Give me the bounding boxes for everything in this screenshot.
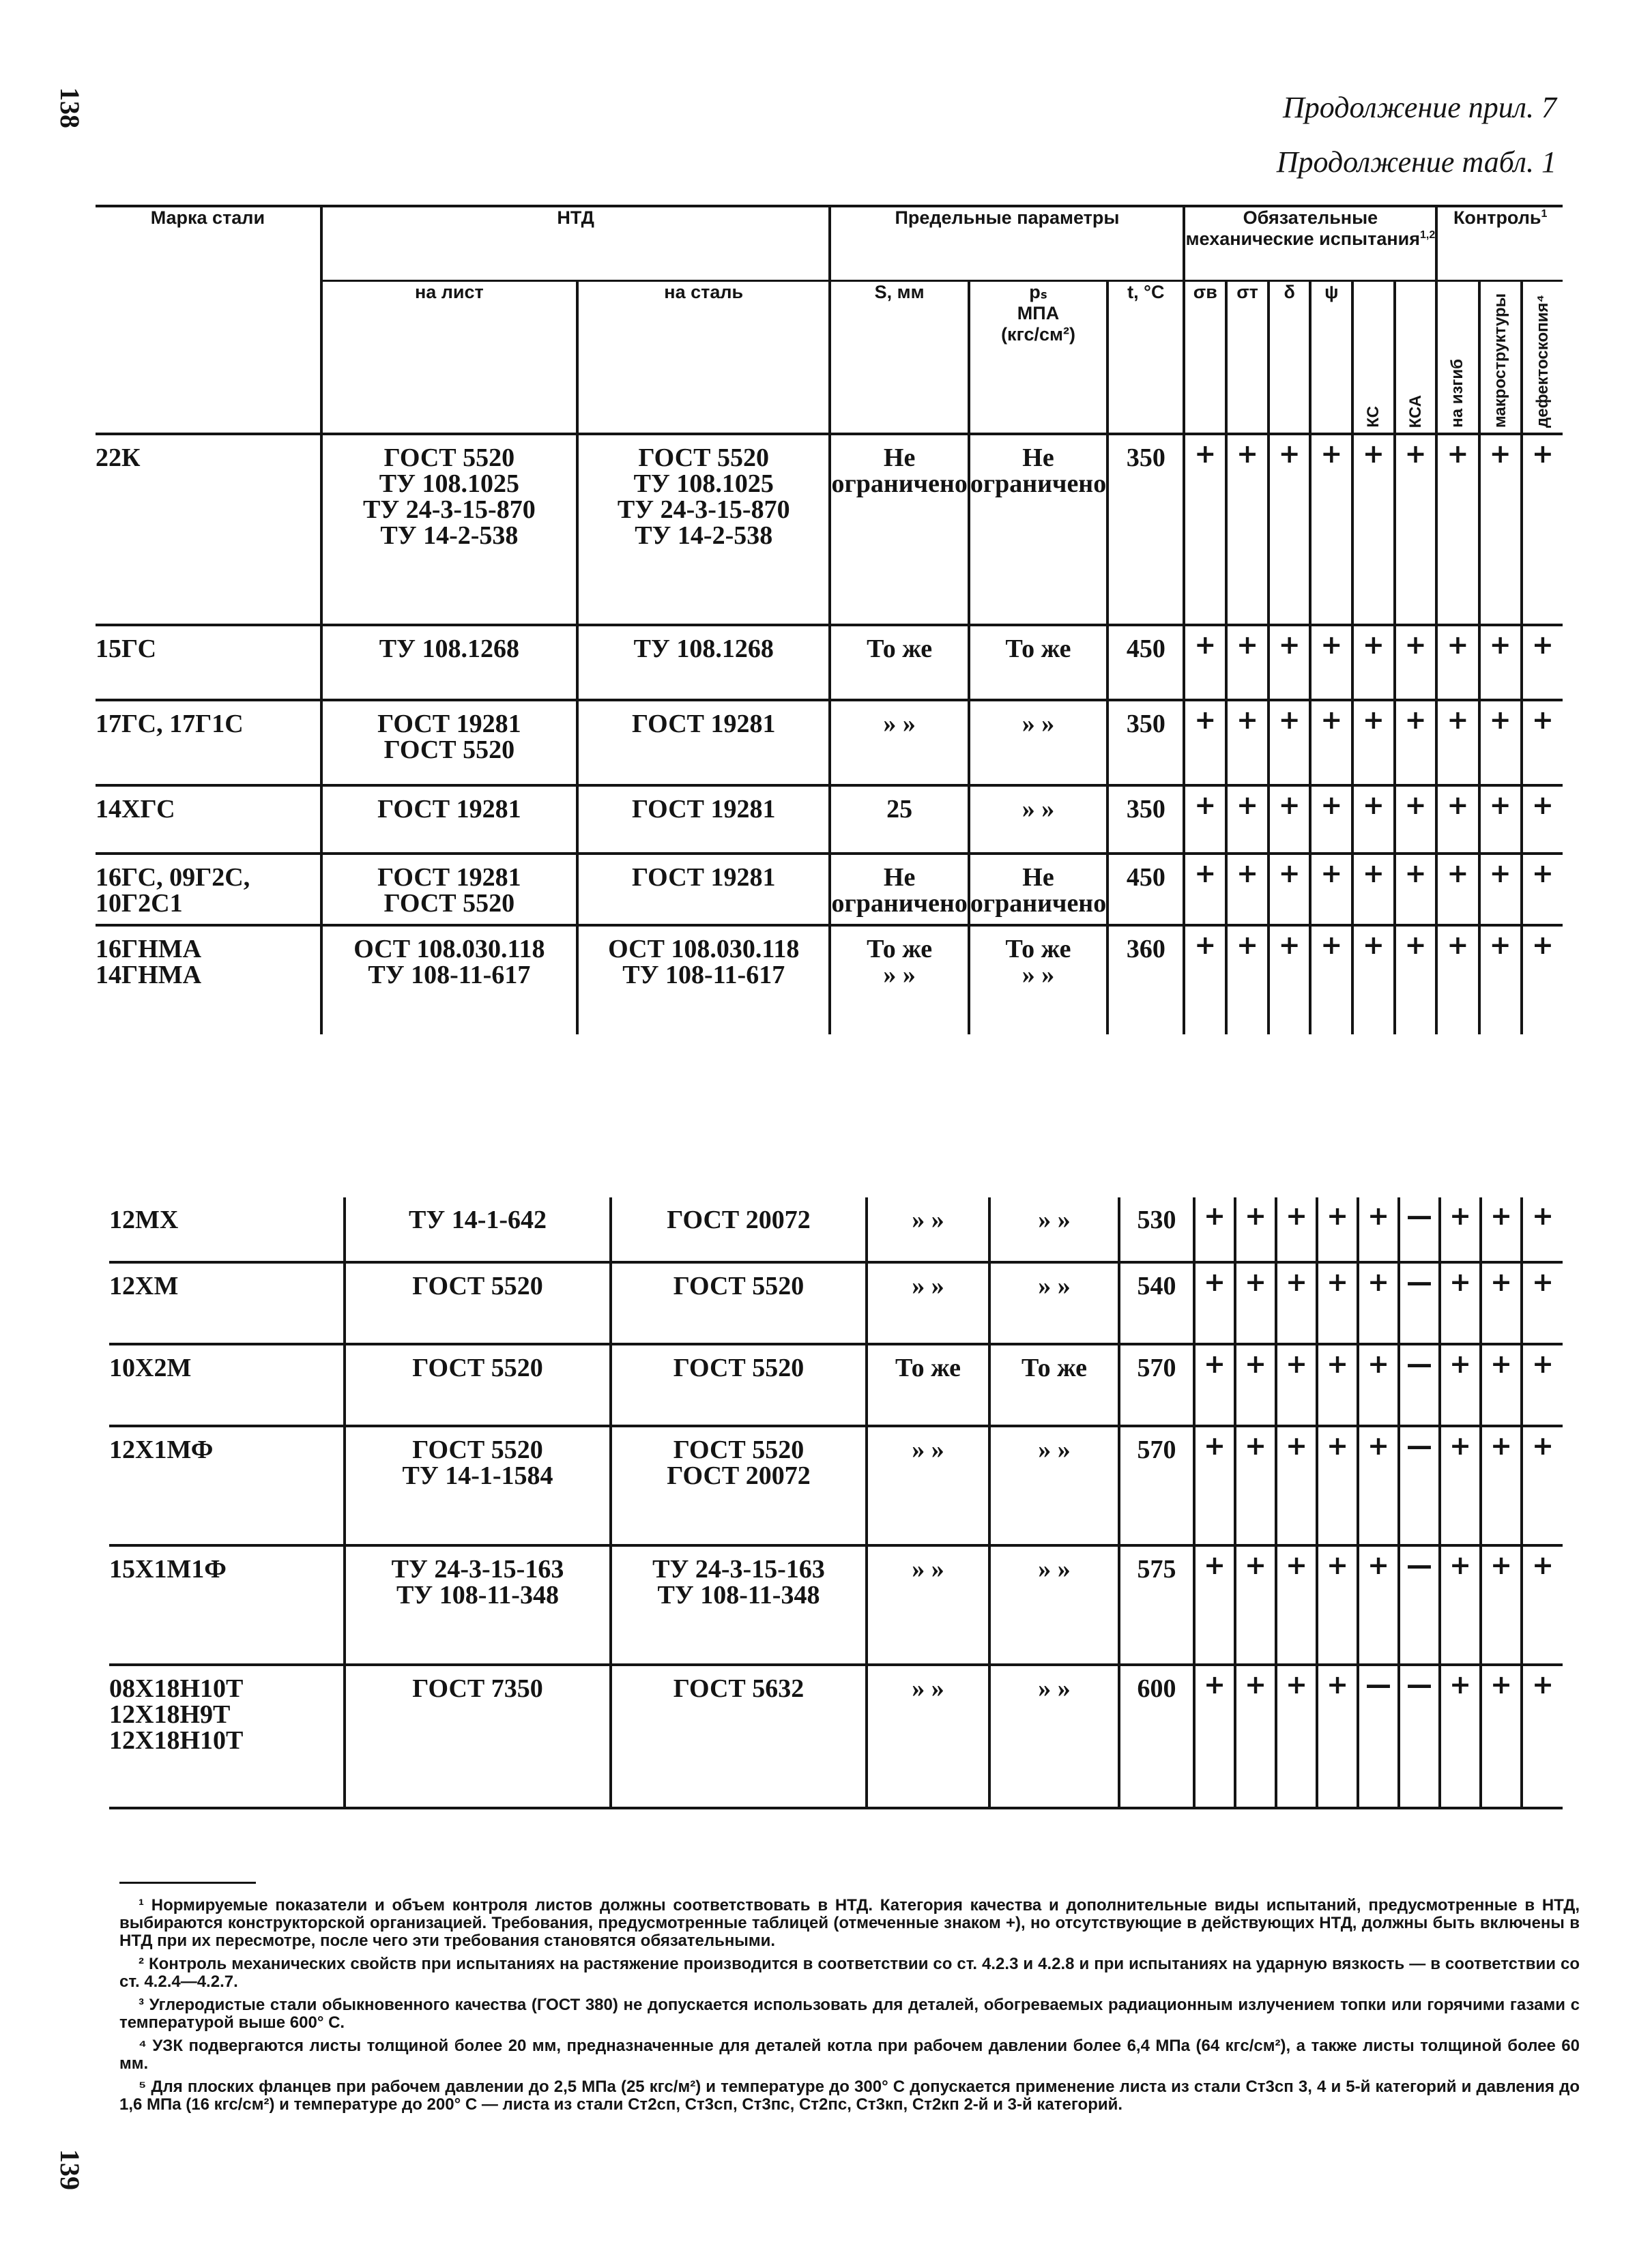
col-p-mid: МПА [1017, 302, 1060, 323]
mark-cell: + [1269, 785, 1311, 854]
p-cell: Не ограничено [969, 434, 1107, 625]
s-cell: » » [867, 1545, 989, 1665]
mark-cell: + [1184, 700, 1226, 785]
s-cell: Не ограничено [830, 434, 968, 625]
mech-header-sup: 1,2 [1420, 229, 1436, 241]
mark-cell: + [1436, 625, 1479, 700]
mark-cell: — [1399, 1262, 1440, 1344]
ntd-sheet-cell: ГОСТ 19281 ГОСТ 5520 [321, 854, 577, 925]
grade-cell: 14ХГС [96, 795, 175, 824]
p-cell: » » [989, 1262, 1119, 1344]
grade-cell: 22К [96, 443, 141, 472]
mark-cell: + [1226, 434, 1269, 625]
mark-cell: + [1522, 1262, 1563, 1344]
grade-cell: 17ГС, 17Г1С [96, 710, 244, 738]
mark-cell: + [1269, 434, 1311, 625]
t-cell: 350 [1107, 434, 1184, 625]
mark-cell: + [1194, 1665, 1235, 1808]
col-ntd-steel: на сталь [577, 280, 830, 434]
mark-cell: + [1395, 854, 1437, 925]
table-row [96, 785, 1563, 854]
ntd-sheet-cell: ГОСТ 19281 ГОСТ 5520 [321, 700, 577, 785]
ntd-steel-cell: ТУ 24-3-15-163 ТУ 108-11-348 [611, 1545, 867, 1665]
mark-cell: + [1522, 1665, 1563, 1808]
t-cell: 600 [1119, 1665, 1194, 1808]
mark-cell: + [1194, 1262, 1235, 1344]
table-row [109, 1197, 1563, 1262]
col-macro: макроструктуры [1490, 293, 1509, 428]
footnote-4: ⁴ УЗК подвергаются листы толщиной более 20 мм, предназначенные для деталей котла при рабочем давлении более 6,4 МПа (64 кгс/см²), а также листы толщиной более 60 мм. [119, 2037, 1580, 2073]
col-psi: ψ [1310, 280, 1352, 434]
mark-cell: + [1479, 785, 1522, 854]
mark-cell: + [1522, 434, 1563, 625]
col-delta: δ [1269, 280, 1311, 434]
p-cell: » » [989, 1426, 1119, 1545]
mark-cell: + [1352, 434, 1395, 625]
mark-cell: + [1358, 1262, 1399, 1344]
mark-cell: + [1352, 925, 1395, 1034]
grade-cell: 12МХ [109, 1206, 179, 1234]
mark-cell: + [1440, 1344, 1481, 1426]
table-row [96, 854, 1563, 925]
mark-cell: + [1522, 1545, 1563, 1665]
mark-cell: + [1310, 785, 1352, 854]
footnote-2: ² Контроль механических свойств при испытаниях на растяжение производится в соответствии со ст. 4.2.3 и 4.2.8 и при испытаниях на ударную вязкость — в соответствии со ст. 4.2.4—4.2.7. [119, 1955, 1580, 1991]
s-cell: » » [867, 1197, 989, 1262]
mark-cell: + [1310, 854, 1352, 925]
t-cell: 350 [1107, 700, 1184, 785]
mark-cell: + [1194, 1426, 1235, 1545]
s-cell: 25 [830, 785, 968, 854]
grade-cell: 16ГС, 09Г2С, 10Г2С1 [96, 863, 250, 918]
mark-cell: + [1276, 1545, 1317, 1665]
ntd-sheet-cell: ТУ 24-3-15-163 ТУ 108-11-348 [345, 1545, 611, 1665]
col-limits-header: Предельные параметры [830, 206, 1184, 280]
mark-cell: + [1522, 625, 1563, 700]
col-ntd-header: НТД [321, 206, 830, 280]
mark-cell: + [1317, 1665, 1358, 1808]
mark-cell: + [1436, 785, 1479, 854]
ntd-steel-cell: ГОСТ 5632 [611, 1665, 867, 1808]
col-ntd-sheet: на лист [321, 280, 577, 434]
mark-cell: + [1522, 1426, 1563, 1545]
ntd-sheet-cell: ТУ 14-1-642 [345, 1197, 611, 1262]
mark-cell: + [1395, 700, 1437, 785]
ntd-steel-cell: ГОСТ 5520 ТУ 108.1025 ТУ 24-3-15-870 ТУ 14-2-538 [577, 434, 830, 625]
t-cell: 540 [1119, 1262, 1194, 1344]
mark-cell: + [1235, 1197, 1276, 1262]
mark-cell: + [1226, 700, 1269, 785]
page-number-top: 138 [55, 87, 85, 128]
mark-cell: + [1184, 434, 1226, 625]
control-header-text: Контроль [1453, 207, 1541, 228]
mark-cell: + [1481, 1545, 1522, 1665]
table-row [96, 434, 1563, 625]
mark-cell: + [1352, 625, 1395, 700]
mark-cell: + [1440, 1426, 1481, 1545]
mark-cell: + [1194, 1545, 1235, 1665]
col-p-bot: (кгс/см²) [1001, 323, 1075, 345]
s-cell: » » [867, 1426, 989, 1545]
mark-cell: + [1194, 1197, 1235, 1262]
table-row [109, 1262, 1563, 1344]
mark-cell: + [1269, 854, 1311, 925]
mark-cell: + [1226, 625, 1269, 700]
header-continuation-appendix: Продолжение прил. 7 [1283, 91, 1556, 124]
mark-cell: + [1395, 434, 1437, 625]
mark-cell: + [1479, 434, 1522, 625]
mark-cell: + [1436, 854, 1479, 925]
ntd-steel-cell: ГОСТ 20072 [611, 1197, 867, 1262]
control-header-sup: 1 [1541, 208, 1548, 220]
mark-cell: + [1436, 925, 1479, 1034]
grade-cell: 15ГС [96, 635, 157, 663]
col-bend: на изгиб [1448, 359, 1467, 428]
mark-cell: + [1440, 1197, 1481, 1262]
s-cell: Не ограничено [830, 854, 968, 925]
mark-cell: + [1317, 1426, 1358, 1545]
ntd-sheet-cell: ОСТ 108.030.118 ТУ 108-11-617 [321, 925, 577, 1034]
mark-cell: + [1269, 925, 1311, 1034]
s-cell: То же [867, 1344, 989, 1426]
mark-cell: — [1399, 1426, 1440, 1545]
mark-cell: + [1235, 1426, 1276, 1545]
mark-cell: + [1479, 925, 1522, 1034]
footnote-3: ³ Углеродистые стали обыкновенного качества (ГОСТ 380) не допускается использовать для деталей, обогреваемых радиационным излучением топки или горячими газами с температурой выше 600° С. [119, 1996, 1580, 2032]
mark-cell: + [1269, 700, 1311, 785]
col-ks: КС [1363, 406, 1382, 428]
mark-cell: + [1352, 785, 1395, 854]
mark-cell: + [1358, 1197, 1399, 1262]
s-cell: » » [867, 1262, 989, 1344]
mark-cell: + [1479, 700, 1522, 785]
ntd-sheet-cell: ГОСТ 5520 ТУ 108.1025 ТУ 24-3-15-870 ТУ 14-2-538 [321, 434, 577, 625]
mark-cell: + [1276, 1426, 1317, 1545]
ntd-steel-cell: ГОСТ 5520 [611, 1262, 867, 1344]
mark-cell: + [1358, 1426, 1399, 1545]
grade-cell: 08Х18Н10Т 12Х18Н9Т 12Х18Н10Т [109, 1674, 244, 1755]
mark-cell: + [1440, 1665, 1481, 1808]
mark-cell: + [1269, 625, 1311, 700]
mark-cell: + [1184, 925, 1226, 1034]
mark-cell: + [1395, 785, 1437, 854]
mark-cell: + [1358, 1344, 1399, 1426]
col-p-top: pₛ [1029, 281, 1047, 302]
mark-cell: + [1481, 1426, 1522, 1545]
mark-cell: + [1440, 1545, 1481, 1665]
ntd-sheet-cell: ГОСТ 5520 [345, 1344, 611, 1426]
mark-cell: + [1226, 925, 1269, 1034]
mark-cell: + [1481, 1344, 1522, 1426]
mark-cell: + [1352, 700, 1395, 785]
mark-cell: + [1440, 1262, 1481, 1344]
mark-cell: + [1395, 625, 1437, 700]
s-cell: » » [830, 700, 968, 785]
p-cell: » » [969, 785, 1107, 854]
t-cell: 450 [1107, 625, 1184, 700]
mark-cell: + [1276, 1197, 1317, 1262]
col-p [969, 280, 1107, 434]
mark-cell: + [1395, 925, 1437, 1034]
mark-cell: + [1352, 854, 1395, 925]
col-ksa: КСА [1406, 394, 1425, 428]
mark-cell: + [1235, 1344, 1276, 1426]
mark-cell: + [1235, 1665, 1276, 1808]
mark-cell: + [1276, 1665, 1317, 1808]
p-cell: То же » » [969, 925, 1107, 1034]
t-cell: 350 [1107, 785, 1184, 854]
p-cell: То же [969, 625, 1107, 700]
table-row [109, 1426, 1563, 1545]
mark-cell: + [1276, 1262, 1317, 1344]
col-control-header [1436, 206, 1563, 280]
mark-cell: + [1310, 434, 1352, 625]
grade-cell: 12ХМ [109, 1272, 179, 1300]
mark-cell: + [1317, 1262, 1358, 1344]
ntd-sheet-cell: ТУ 108.1268 [321, 625, 577, 700]
steel-table-top [96, 205, 1563, 1034]
steel-table-bottom [109, 1197, 1563, 1809]
ntd-steel-cell: ГОСТ 19281 [577, 700, 830, 785]
mark-cell: + [1235, 1545, 1276, 1665]
col-t: t, °C [1107, 280, 1184, 434]
t-cell: 530 [1119, 1197, 1194, 1262]
ntd-steel-cell: ГОСТ 5520 ГОСТ 20072 [611, 1426, 867, 1545]
mark-cell: + [1481, 1262, 1522, 1344]
mark-cell: + [1317, 1344, 1358, 1426]
p-cell: » » [989, 1665, 1119, 1808]
ntd-sheet-cell: ГОСТ 5520 ТУ 14-1-1584 [345, 1426, 611, 1545]
mark-cell: + [1235, 1262, 1276, 1344]
footnote-rule [119, 1882, 256, 1884]
table-row [109, 1344, 1563, 1426]
s-cell: » » [867, 1665, 989, 1808]
footnotes [119, 1897, 1580, 2119]
mark-cell: + [1436, 434, 1479, 625]
grade-cell: 15Х1М1Ф [109, 1555, 227, 1584]
mark-cell: + [1276, 1344, 1317, 1426]
mark-cell: + [1184, 625, 1226, 700]
mark-cell: + [1479, 854, 1522, 925]
s-cell: То же [830, 625, 968, 700]
col-mech-header [1184, 206, 1436, 280]
mark-cell: — [1399, 1197, 1440, 1262]
mark-cell: + [1522, 1344, 1563, 1426]
mark-cell: — [1399, 1545, 1440, 1665]
mark-cell: + [1310, 700, 1352, 785]
t-cell: 450 [1107, 854, 1184, 925]
ntd-sheet-cell: ГОСТ 5520 [345, 1262, 611, 1344]
t-cell: 570 [1119, 1344, 1194, 1426]
ntd-steel-cell: ГОСТ 19281 [577, 785, 830, 854]
mark-cell: — [1358, 1665, 1399, 1808]
col-sig-t: σт [1226, 280, 1269, 434]
mark-cell: + [1310, 925, 1352, 1034]
mark-cell: + [1317, 1197, 1358, 1262]
mech-header-text: Обязательные механические испытания [1185, 207, 1420, 249]
mark-cell: + [1226, 785, 1269, 854]
col-s: S, мм [830, 280, 968, 434]
p-cell: Не ограничено [969, 854, 1107, 925]
mark-cell: + [1522, 1197, 1563, 1262]
t-cell: 360 [1107, 925, 1184, 1034]
table-row [109, 1665, 1563, 1808]
col-sig-b: σв [1184, 280, 1226, 434]
mark-cell: + [1481, 1197, 1522, 1262]
col-defect: дефектоскопия⁴ [1533, 294, 1552, 428]
p-cell: То же [989, 1344, 1119, 1426]
table-row [109, 1545, 1563, 1665]
grade-cell: 12Х1МФ [109, 1436, 214, 1464]
mark-cell: + [1194, 1344, 1235, 1426]
ntd-steel-cell: ГОСТ 19281 [577, 854, 830, 925]
ntd-sheet-cell: ГОСТ 7350 [345, 1665, 611, 1808]
t-cell: 570 [1119, 1426, 1194, 1545]
col-grade-header: Марка стали [96, 206, 321, 434]
mark-cell: + [1479, 625, 1522, 700]
header-continuation-table: Продолжение табл. 1 [1276, 145, 1556, 179]
table-row [96, 925, 1563, 1034]
mark-cell: + [1317, 1545, 1358, 1665]
mark-cell: + [1522, 925, 1563, 1034]
mark-cell: + [1184, 785, 1226, 854]
mark-cell: — [1399, 1665, 1440, 1808]
mark-cell: + [1436, 700, 1479, 785]
grade-cell: 16ГНМА 14ГНМА [96, 935, 202, 989]
mark-cell: + [1310, 625, 1352, 700]
mark-cell: + [1522, 854, 1563, 925]
page-number-bottom: 139 [55, 2149, 85, 2190]
p-cell: » » [969, 700, 1107, 785]
mark-cell: — [1399, 1344, 1440, 1426]
p-cell: » » [989, 1197, 1119, 1262]
ntd-steel-cell: ОСТ 108.030.118 ТУ 108-11-617 [577, 925, 830, 1034]
ntd-steel-cell: ГОСТ 5520 [611, 1344, 867, 1426]
mark-cell: + [1522, 785, 1563, 854]
mark-cell: + [1358, 1545, 1399, 1665]
footnote-1: ¹ Нормируемые показатели и объем контроля листов должны соответствовать в НТД. Категория качества и дополнительные виды испытаний, предусмотренные в НТД, выбираются конструкторской организацией. Требования, предусмотренные таблицей (отмеченные знаком +), но отсутствующие в действующих НТД, должны быть включены в НТД при их пересмотре, после чего эти требования становятся обязательными. [119, 1896, 1580, 1950]
mark-cell: + [1522, 700, 1563, 785]
p-cell: » » [989, 1545, 1119, 1665]
table-row [96, 625, 1563, 700]
grade-cell: 10Х2М [109, 1354, 192, 1382]
footnote-5: ⁵ Для плоских фланцев при рабочем давлении до 2,5 МПа (25 кгс/м²) и температуре до 300° С допускается применение листа из стали Ст3сп 3, 4 и 5-й категорий и давления до 1,6 МПа (16 кгс/см²) и температуре до 200° С — листа из стали Ст2сп, Ст3сп, Ст3пс, Ст2пс, Ст3кп, Ст2кп 2-й и 3-й категорий. [119, 2078, 1580, 2114]
mark-cell: + [1184, 854, 1226, 925]
s-cell: То же » » [830, 925, 968, 1034]
ntd-sheet-cell: ГОСТ 19281 [321, 785, 577, 854]
mark-cell: + [1226, 854, 1269, 925]
t-cell: 575 [1119, 1545, 1194, 1665]
mark-cell: + [1481, 1665, 1522, 1808]
ntd-steel-cell: ТУ 108.1268 [577, 625, 830, 700]
table-row [96, 700, 1563, 785]
